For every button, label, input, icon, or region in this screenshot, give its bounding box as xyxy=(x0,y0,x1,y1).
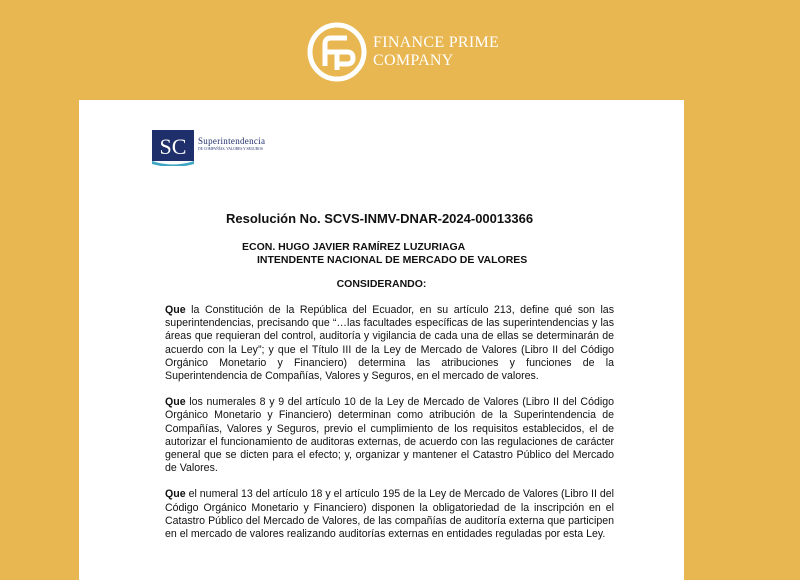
paragraph-text: los numerales 8 y 9 del artículo 10 de la Ley de Mercado de Valores (Libro II del Código Orgánico Monetario y Financiero) determinan como atribución de la Superintendencia de Compañías, Valores y Seguros, previo el cumplimiento de los requisitos establecidos, el de autorizar el funcionamiento de auditoras externas, de acuerdo con las regulaciones de carácter general que se dicten para el efecto; y, organizar y mantener el Catastro Público del Mercado de Valores. xyxy=(165,396,614,475)
finance-prime-logo-icon xyxy=(307,22,367,82)
paragraph xyxy=(165,304,614,383)
document-body xyxy=(165,304,614,554)
brand-name-line2: COMPANY xyxy=(373,52,454,69)
paragraph-lead: Que xyxy=(165,488,186,501)
signatory-title: INTENDENTE NACIONAL DE MERCADO DE VALORES xyxy=(257,254,528,266)
paragraph-lead: Que xyxy=(165,396,186,409)
sc-logo-text xyxy=(198,136,265,151)
brand-name-line1: FINANCE PRIME xyxy=(373,34,500,51)
paragraph-text: la Constitución de la República del Ecuador, en su artículo 213, define qué son las superintendencias, precisando que “…las facultades específicas de las superintendencias y las áreas que requieran del control, auditoría y vigilancia de cada una de ellas se determinarán de acuerdo con la Ley”; y que el Título III de la Ley de Mercado de Valores (Libro II del Código Orgánico Monetario y Financiero) determina las atribuciones y funciones de la Superintendencia de Compañías, Valores y Seguros, en el mercado de valores. xyxy=(165,304,614,383)
sc-emblem-icon xyxy=(152,130,194,166)
sc-logo-name: Superintendencia xyxy=(198,136,266,146)
paragraph xyxy=(165,488,614,541)
sc-logo-subtitle: DE COMPAÑÍAS, VALORES Y SEGUROS xyxy=(198,147,263,151)
svg-text:SC: SC xyxy=(159,134,187,159)
paragraph-lead: Que xyxy=(165,304,186,316)
resolution-title: Resolución No. SCVS-INMV-DNAR-2024-00013366 xyxy=(226,211,534,226)
brand-header xyxy=(307,22,499,82)
considerando-heading: CONSIDERANDO: xyxy=(336,278,427,290)
superintendencia-logo xyxy=(152,130,265,166)
document-page xyxy=(79,100,684,580)
paragraph xyxy=(165,396,614,475)
brand-name xyxy=(373,34,499,70)
signatory-name: ECON. HUGO JAVIER RAMÍREZ LUZURIAGA xyxy=(242,241,466,253)
paragraph-text: el numeral 13 del artículo 18 y el artículo 195 de la Ley de Mercado de Valores (Libro II del Código Orgánico Monetario y Financiero) disponen la obligatoriedad de la inscripción en el Catastro Público del Mercado de Valores, de las compañías de auditoría externa que participen en el mercado de valores realizando auditorías externas en entidades reguladas por esta Ley. xyxy=(165,488,614,541)
